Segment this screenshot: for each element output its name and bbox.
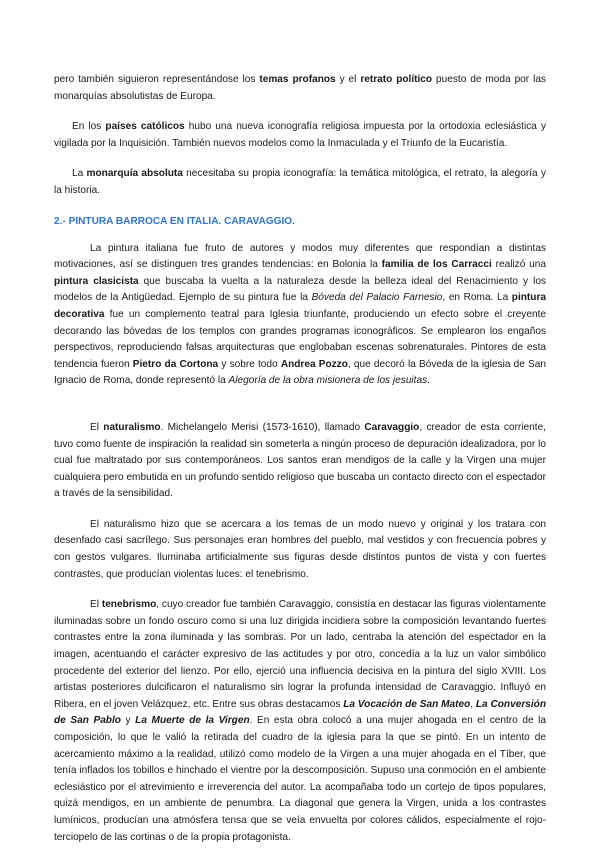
blank-line xyxy=(54,404,546,420)
text-run: En los xyxy=(72,121,106,133)
text-run: . Michelangelo Merisi (1573-1610), llamado xyxy=(160,421,365,433)
bold-term: pintura clasicista xyxy=(54,275,139,287)
text-run: La xyxy=(72,168,87,180)
text-run: . xyxy=(427,375,430,387)
bold-italic-title: La Vocación de San Mateo xyxy=(343,698,471,710)
bold-term: temas profanos xyxy=(259,74,336,85)
bold-term: Caravaggio xyxy=(364,421,420,433)
text-run: hubo una nueva iconografía religiosa impuesta por la ortodoxia eclesiástica y vigilada por la Inquisición. También nuevos modelos como la Inmaculada y el Triunfo de la Eucaristía. xyxy=(54,121,546,149)
bold-term: tenebrismo xyxy=(101,599,157,611)
bold-term: países católicos xyxy=(105,121,185,133)
text-run: El naturalismo hizo que se acercara a los temas de un modo nuevo y original y los tratara con desenfado casi sacrílego. Sus personajes eran hombres del pueblo, mal vestidos y con frecuencia pobres y con gestos vulgares. Iluminaba artificialmente sus figuras desde distintos puntos de vista y con fuertes contrastes, que producían violentas luces: el tenebrismo. xyxy=(54,518,546,580)
bold-italic-title: La Muerte de la Virgen xyxy=(135,715,250,727)
paragraph-catholic-countries xyxy=(54,119,546,152)
italic-title: Bóveda del Palacio Farnesio xyxy=(311,292,443,304)
bold-term: Andrea Pozzo xyxy=(280,358,348,370)
text-run: El xyxy=(90,421,104,433)
paragraph-naturalism-themes xyxy=(54,517,546,583)
bold-term: naturalismo xyxy=(103,421,161,433)
italic-title: Alegoría de la obra misionera de los jesuitas xyxy=(228,375,428,387)
text-run: , que decoró la Bóveda de la iglesia de San Ignacio de Roma, donde representó la xyxy=(54,358,546,387)
text-run: puesto de moda por las monarquías absolutistas de Europa. xyxy=(54,74,546,102)
section-heading: 2.- PINTURA BARROCA EN ITALIA. CARAVAGGIO. xyxy=(54,215,295,227)
text-run: necesitaba su propia iconografía: la temática mitológica, el retrato, la alegoría y la historia. xyxy=(54,168,546,196)
text-run: La pintura italiana fue fruto de autores y modos muy diferentes que respondían a distintas motivaciones, así se distinguen tres grandes tendencias: en Bolonia la xyxy=(54,242,546,271)
bold-term: pintura decorativa xyxy=(54,292,546,320)
text-run: , cuyo creador fue también Caravaggio, consistía en destacar las figuras violentamente iluminadas sobre un fondo oscuro como si una luz dirigida incidiera sobre la composición levantando fuertes contrastes entre la zona iluminada y las sombras. Por un lado, centraba la atención del espectador en la imagen, acentuando el carácter expresivo de las actitudes y por otro, concedía a la luz un valor simbólico procedente del exterior del lienzo. Por ello, ejerció una influencia decisiva en la pintura del siglo XVIII. Los artistas posteriores dulcificaron el naturalismo sin lograr la profunda intensidad de Caravaggio. Influyó en Ribera, en el joven Velázquez, etc. Entre sus obras destacamos xyxy=(54,599,547,710)
paragraph-naturalism xyxy=(54,420,546,503)
text-run: , creador de esta corriente, tuvo como fuente de inspiración la realidad sin someterla a ningún proceso de depuración idealizadora, por lo cual fue maltratado por sus contemporáneos. Los santos eran mendigos de la calle y la Virgen una mujer cualquiera pero embutida en un profundo sentido religioso que buscaba un contacto directo con el espectador a través de la sensibilidad. xyxy=(54,421,546,500)
bold-italic-title: La Conversión de San Pablo xyxy=(54,698,547,727)
paragraph-tenebrism xyxy=(54,597,546,846)
text-run: El xyxy=(90,599,102,611)
paragraph-italian-painting xyxy=(54,241,546,390)
bold-term: familia de los Carracci xyxy=(381,259,492,271)
text-run: . En esta obra colocó a una mujer ahogada en el centro de la composición, lo que le valió la retirada del cuadro de la iglesia para la que se pintó. En un intento de acercamiento máximo a la realidad, utilizó como modelo de la Virgen a una mujer ahogada en el Tíber, que tenía inflados los tobillos e hinchado el vientre por la descomposición. Supuso una conmoción en el ambiente eclesiástico por el atrevimiento e irreverencia del autor. La acompañaba todo un cortejo de tipos populares, quizá mendigos, en un ambiente de penumbra. La diagonal que genera la Virgen, unida a los contrastes lumínicos, producían una atmósfera tensa que se veía envuelta por colores cálidos, especialmente el rojo-terciopelo de las cortinas o de la propia protagonista. xyxy=(54,715,547,843)
text-run: realizó una xyxy=(491,259,546,271)
text-run: fue un complemento teatral para Iglesia triunfante, produciendo un efecto sobre el creyente decorando las bóvedas de los templos con grandes programas iconográficos. Se emplearon los engaños perspectivos, reproduciendo falsas arquitecturas que englobaban escenas sobrenaturales. Pintores de esta tendencia fueron xyxy=(54,308,546,370)
text-run: y sobre todo xyxy=(218,358,281,370)
paragraph-profane-themes xyxy=(54,72,546,105)
text-run: , xyxy=(470,698,476,710)
bold-term: monarquía absoluta xyxy=(86,168,183,180)
bold-term: Pietro da Cortona xyxy=(132,358,219,370)
text-run: que buscaba la vuelta a la naturaleza desde la belleza ideal del Renacimiento y los modelos de la Antigüedad. Ejemplo de su pintura fue la xyxy=(54,275,546,304)
text-run: , en Roma. La xyxy=(442,292,512,304)
text-run: y xyxy=(120,715,136,727)
text-run: y el xyxy=(335,74,361,85)
text-run: pero también siguieron representándose los xyxy=(54,74,260,85)
bold-term: retrato político xyxy=(360,74,433,85)
paragraph-absolute-monarchy xyxy=(54,166,546,199)
